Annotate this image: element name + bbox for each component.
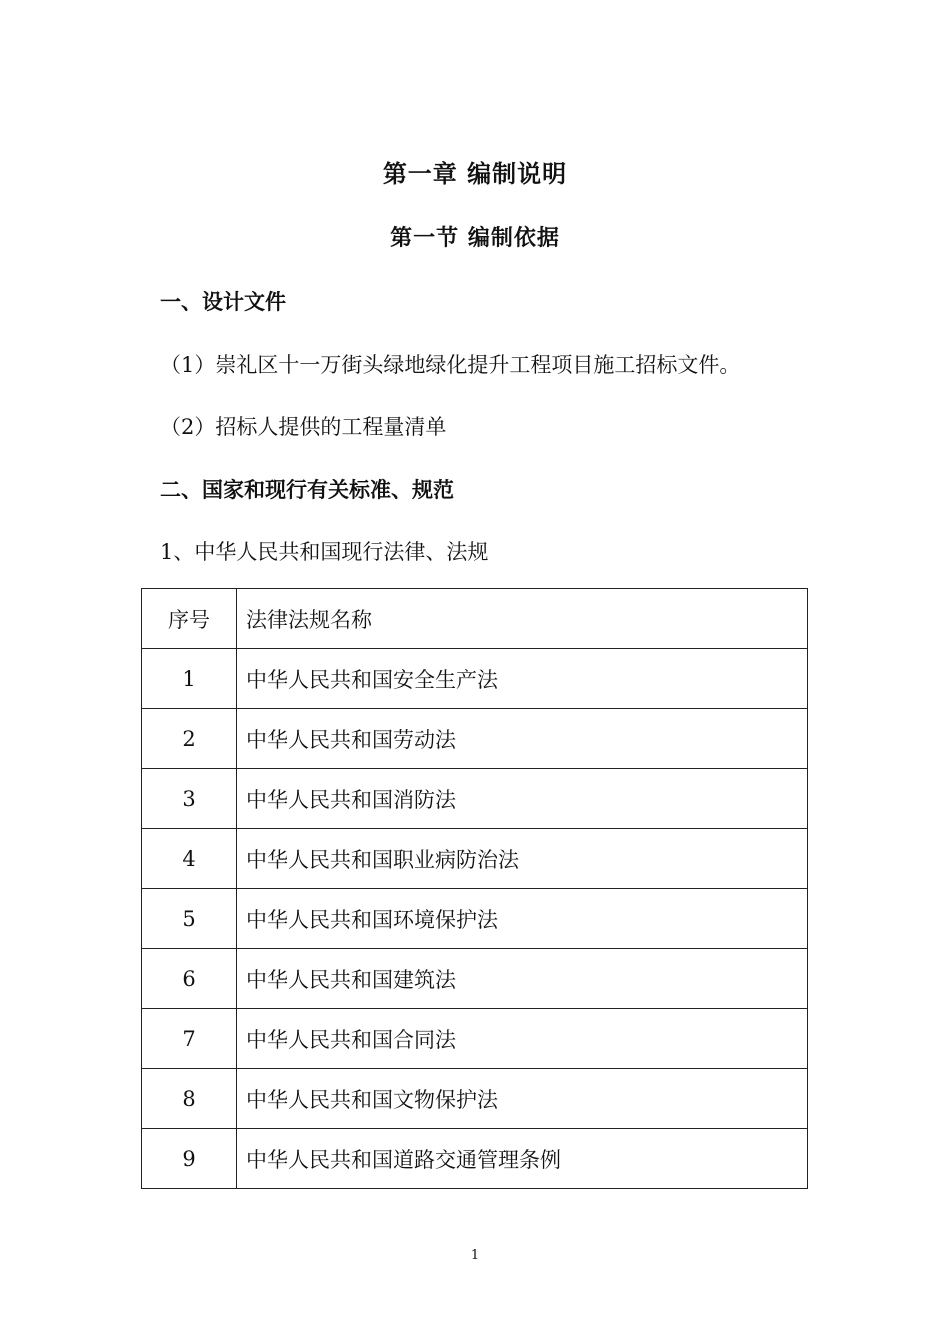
row-number: 5 (142, 889, 237, 949)
row-number: 8 (142, 1069, 237, 1129)
row-name: 中华人民共和国劳动法 (237, 709, 808, 769)
row-number: 4 (142, 829, 237, 889)
table-row (142, 769, 808, 829)
table-row (142, 649, 808, 709)
table-header-row (142, 589, 808, 649)
paragraph-item-1: （1）崇礼区十一万街头绿地绿化提升工程项目施工招标文件。 (160, 353, 741, 377)
row-name: 中华人民共和国安全生产法 (237, 649, 808, 709)
row-number: 2 (142, 709, 237, 769)
row-number: 7 (142, 1009, 237, 1069)
heading-design-documents: 一、设计文件 (160, 290, 286, 314)
table-row (142, 1129, 808, 1189)
row-number: 6 (142, 949, 237, 1009)
row-number: 1 (142, 649, 237, 709)
row-number: 9 (142, 1129, 237, 1189)
table-row (142, 829, 808, 889)
table-row (142, 889, 808, 949)
row-name: 中华人民共和国职业病防治法 (237, 829, 808, 889)
row-name: 中华人民共和国建筑法 (237, 949, 808, 1009)
row-number: 3 (142, 769, 237, 829)
laws-table (141, 588, 808, 1189)
table-row (142, 1009, 808, 1069)
table-row (142, 1069, 808, 1129)
row-name: 中华人民共和国合同法 (237, 1009, 808, 1069)
paragraph-item-2: （2）招标人提供的工程量清单 (160, 415, 447, 439)
page-number: 1 (470, 1248, 480, 1263)
section-title: 第一节 编制依据 (390, 226, 560, 251)
table-row (142, 709, 808, 769)
header-name: 法律法规名称 (237, 589, 808, 649)
table-row (142, 949, 808, 1009)
row-name: 中华人民共和国文物保护法 (237, 1069, 808, 1129)
chapter-title: 第一章 编制说明 (382, 160, 568, 188)
subheading-laws: 1、中华人民共和国现行法律、法规 (160, 540, 489, 564)
row-name: 中华人民共和国道路交通管理条例 (237, 1129, 808, 1189)
row-name: 中华人民共和国消防法 (237, 769, 808, 829)
heading-standards: 二、国家和现行有关标准、规范 (160, 478, 454, 502)
header-number: 序号 (142, 589, 237, 649)
row-name: 中华人民共和国环境保护法 (237, 889, 808, 949)
